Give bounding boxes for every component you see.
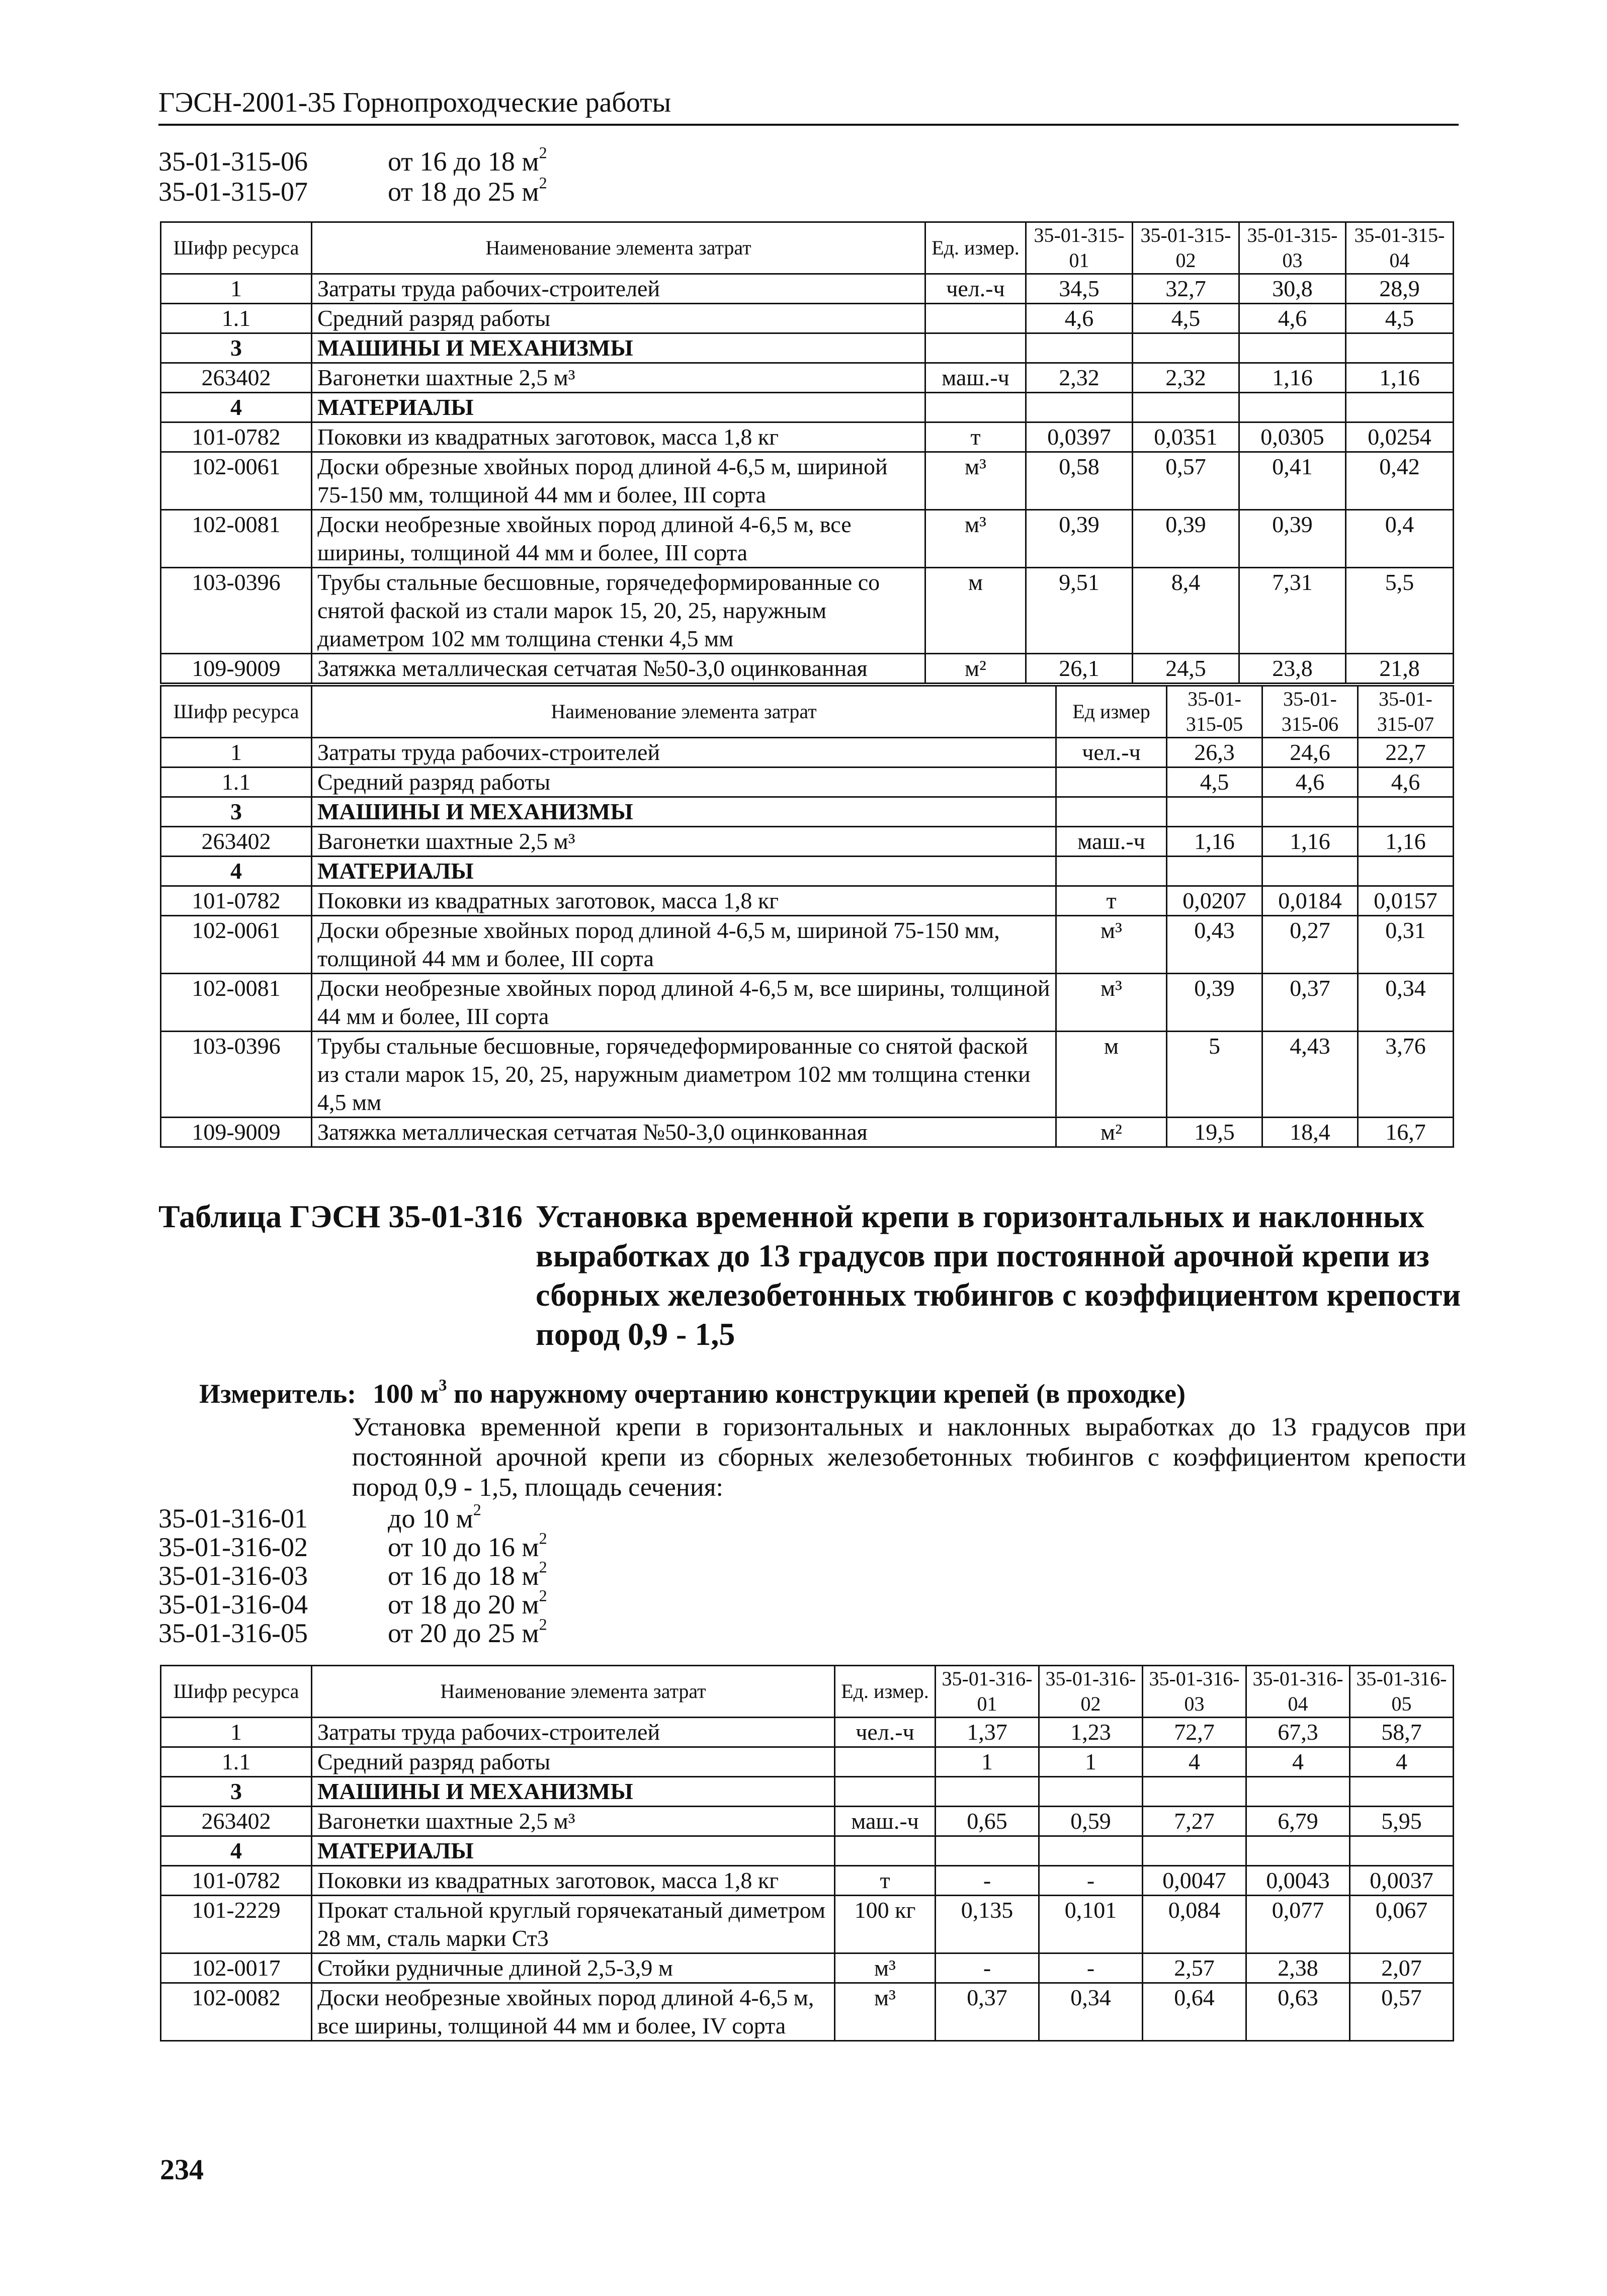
work-code: 35-01-316-03 [158, 1561, 308, 1591]
resource-code: 102-0061 [161, 916, 312, 974]
value: 0,39 [1133, 510, 1239, 568]
unit: т [1056, 886, 1167, 916]
table-row [161, 1807, 1454, 1836]
table-row [161, 1747, 1454, 1777]
value [1026, 333, 1133, 363]
header-name: Наименование элемента затрат [312, 686, 1056, 738]
header-rule [158, 124, 1459, 126]
cost-element-name: МАТЕРИАЛЫ [312, 857, 1056, 886]
value: 2,57 [1143, 1953, 1246, 1983]
value: 67,3 [1246, 1718, 1350, 1747]
section-area: от 10 до 16 $м^2$ [388, 1529, 547, 1562]
unit [835, 1747, 936, 1777]
cost-element-name: Средний разряд работы [312, 304, 925, 333]
value: 2,38 [1246, 1953, 1350, 1983]
resource-code: 3 [161, 797, 312, 827]
unit: м³ [835, 1983, 936, 2041]
value: 1,16 [1358, 827, 1454, 857]
value: 0,63 [1246, 1983, 1350, 2041]
table-row [161, 422, 1454, 452]
unit: м³ [1056, 916, 1167, 974]
value: 19,5 [1167, 1118, 1262, 1147]
resource-code: 101-2229 [161, 1896, 312, 1953]
value: 5,5 [1346, 568, 1454, 654]
cost-element-name: Средний разряд работы [312, 1747, 835, 1777]
meter-label: Измеритель: [199, 1379, 357, 1409]
section-area: от 20 до 25 $м^2$ [388, 1615, 547, 1648]
resource-code: 109-9009 [161, 654, 312, 684]
resource-code: 263402 [161, 363, 312, 393]
value: 24,6 [1262, 738, 1358, 768]
value [1346, 333, 1454, 363]
cost-element-name: Доски необрезные хвойных пород длиной 4-6,5 м, все ширины, толщиной 44 мм и более, IV сорта [312, 1983, 835, 2041]
table-row [161, 916, 1454, 974]
value: 1,16 [1239, 363, 1346, 393]
value: 4,6 [1262, 768, 1358, 797]
resource-code: 102-0017 [161, 1953, 312, 1983]
value: 0,39 [1239, 510, 1346, 568]
resource-code: 101-0782 [161, 422, 312, 452]
header-column-code: 35-01-316-02 [1039, 1666, 1143, 1718]
unit: м² [1056, 1118, 1167, 1147]
resource-code: 1.1 [161, 304, 312, 333]
value [1167, 857, 1262, 886]
header-column-code: 35-01-316-03 [1143, 1666, 1246, 1718]
value: 4,43 [1262, 1032, 1358, 1118]
resource-code: 109-9009 [161, 1118, 312, 1147]
value: 0,31 [1358, 916, 1454, 974]
table-header-row [161, 686, 1454, 738]
cost-element-name: Вагонетки шахтные 2,5 м³ [312, 363, 925, 393]
unit: м² [925, 654, 1026, 684]
table-row [161, 827, 1454, 857]
value: 0,0043 [1246, 1866, 1350, 1896]
header-name: Наименование элемента затрат [312, 1666, 835, 1718]
value [1262, 797, 1358, 827]
value: - [1039, 1866, 1143, 1896]
value: 0,42 [1346, 452, 1454, 510]
cost-element-name: Поковки из квадратных заготовок, масса 1,8 кг [312, 422, 925, 452]
section-area: от 16 до 18 $м^2$ [388, 1558, 547, 1591]
table-row [161, 304, 1454, 333]
intro-desc: от 16 до 18 $м^2$ [388, 144, 547, 177]
header-code: Шифр ресурса [161, 1666, 312, 1718]
value: 6,79 [1246, 1807, 1350, 1836]
value: 0,34 [1039, 1983, 1143, 2041]
cost-element-name: МАШИНЫ И МЕХАНИЗМЫ [312, 797, 1056, 827]
value: 0,0305 [1239, 422, 1346, 452]
unit: чел.-ч [835, 1718, 936, 1747]
resource-code: 1 [161, 738, 312, 768]
unit: маш.-ч [925, 363, 1026, 393]
value: 5 [1167, 1032, 1262, 1118]
value [1167, 797, 1262, 827]
value: 1,37 [936, 1718, 1039, 1747]
value: 5,95 [1350, 1807, 1454, 1836]
value [1350, 1777, 1454, 1807]
value: 4 [1143, 1747, 1246, 1777]
resource-code: 101-0782 [161, 1866, 312, 1896]
value [1358, 857, 1454, 886]
cost-element-name: Затяжка металлическая сетчатая №50-3,0 оцинкованная [312, 654, 925, 684]
value: 0,41 [1239, 452, 1346, 510]
value: 0,0207 [1167, 886, 1262, 916]
cost-element-name: Затраты труда рабочих-строителей [312, 1718, 835, 1747]
header-column-code: 35-01-316-01 [936, 1666, 1039, 1718]
table-row [161, 1896, 1454, 1953]
value: 4,5 [1167, 768, 1262, 797]
value: 0,067 [1350, 1896, 1454, 1953]
value: 7,31 [1239, 568, 1346, 654]
value: 34,5 [1026, 274, 1133, 304]
resource-code: 101-0782 [161, 886, 312, 916]
resource-code: 3 [161, 1777, 312, 1807]
intro-desc: от 18 до 25 $м^2$ [388, 174, 547, 207]
value [1262, 857, 1358, 886]
resource-code: 3 [161, 333, 312, 363]
caption-number: Таблица ГЭСН 35-01-316 [158, 1199, 523, 1234]
unit: маш.-ч [1056, 827, 1167, 857]
unit: т [835, 1866, 936, 1896]
unit: м [925, 568, 1026, 654]
value: 0,27 [1262, 916, 1358, 974]
section-area: до 10 $м^2$ [388, 1501, 481, 1534]
value: 4,5 [1346, 304, 1454, 333]
table-row [161, 274, 1454, 304]
work-code: 35-01-316-04 [158, 1589, 308, 1620]
cost-element-name: Поковки из квадратных заготовок, масса 1,8 кг [312, 1866, 835, 1896]
cost-element-name: Прокат стальной круглый горячекатаный диметром 28 мм, сталь марки Ст3 [312, 1896, 835, 1953]
cost-element-name: Средний разряд работы [312, 768, 1056, 797]
resource-code: 1.1 [161, 1747, 312, 1777]
unit: м³ [835, 1953, 936, 1983]
unit: маш.-ч [835, 1807, 936, 1836]
value [1133, 393, 1239, 422]
value [1133, 333, 1239, 363]
cost-element-name: Вагонетки шахтные 2,5 м³ [312, 1807, 835, 1836]
value [1358, 797, 1454, 827]
value: 0,0037 [1350, 1866, 1454, 1896]
unit [925, 304, 1026, 333]
value: 30,8 [1239, 274, 1346, 304]
value [1350, 1836, 1454, 1866]
value: 0,37 [936, 1983, 1039, 2041]
value: 32,7 [1133, 274, 1239, 304]
table-row [161, 886, 1454, 916]
unit: т [925, 422, 1026, 452]
unit [835, 1836, 936, 1866]
table-row [161, 1777, 1454, 1807]
value: 16,7 [1358, 1118, 1454, 1147]
resource-code: 263402 [161, 827, 312, 857]
header-code: Шифр ресурса [161, 222, 312, 274]
value: 28,9 [1346, 274, 1454, 304]
resource-code: 1 [161, 1718, 312, 1747]
cost-element-name: МАТЕРИАЛЫ [312, 1836, 835, 1866]
value: 0,39 [1026, 510, 1133, 568]
value: 0,0047 [1143, 1866, 1246, 1896]
value: 72,7 [1143, 1718, 1246, 1747]
table-row [161, 363, 1454, 393]
work-code: 35-01-316-02 [158, 1532, 308, 1562]
table-row [161, 1118, 1454, 1147]
table-row [161, 768, 1454, 797]
value: 0,58 [1026, 452, 1133, 510]
table-row [161, 568, 1454, 654]
header-column-code: 35-01-316-05 [1350, 1666, 1454, 1718]
value: 4,5 [1133, 304, 1239, 333]
unit [1056, 768, 1167, 797]
resource-code: 4 [161, 393, 312, 422]
caption-title: Установка временной крепи в горизонтальных и наклонных выработках до 13 градусов при постоянной арочной крепи из сборных железобетонных тюбингов с коэффициентом крепости пород 0,9 - 1,5 [536, 1199, 1461, 1352]
header-column-code: 35-01-315-07 [1358, 686, 1454, 738]
table-row [161, 452, 1454, 510]
resource-code: 4 [161, 1836, 312, 1866]
value [1246, 1777, 1350, 1807]
table-header-row [161, 1666, 1454, 1718]
value: 2,32 [1026, 363, 1133, 393]
table-row [161, 333, 1454, 363]
value: 0,57 [1133, 452, 1239, 510]
resource-code: 1 [161, 274, 312, 304]
value: 58,7 [1350, 1718, 1454, 1747]
value [936, 1836, 1039, 1866]
resource-table-3 [160, 1665, 1454, 2042]
resource-table-1 [160, 221, 1454, 684]
value: 0,084 [1143, 1896, 1246, 1953]
table-header-row [161, 222, 1454, 274]
header-unit: Ед измер [1056, 686, 1167, 738]
header-name: Наименование элемента затрат [312, 222, 925, 274]
value: 1,23 [1039, 1718, 1143, 1747]
value: 23,8 [1239, 654, 1346, 684]
value: 0,57 [1350, 1983, 1454, 2041]
value: 1,16 [1262, 827, 1358, 857]
unit: м³ [1056, 974, 1167, 1032]
value [1346, 393, 1454, 422]
value: 7,27 [1143, 1807, 1246, 1836]
value: 0,0397 [1026, 422, 1133, 452]
cost-element-name: Затраты труда рабочих-строителей [312, 274, 925, 304]
value: 0,0351 [1133, 422, 1239, 452]
table-row [161, 857, 1454, 886]
resource-code: 102-0081 [161, 510, 312, 568]
value: 0,34 [1358, 974, 1454, 1032]
header-column-code: 35-01-315-06 [1262, 686, 1358, 738]
value: - [1039, 1953, 1143, 1983]
cost-element-name: Трубы стальные бесшовные, горячедеформированные со снятой фаской из стали марок 15, 20, 25, наружным диаметром 102 мм толщина стенки 4,5 мм [312, 568, 925, 654]
value: 4 [1246, 1747, 1350, 1777]
header-column-code: 35-01-316-04 [1246, 1666, 1350, 1718]
unit [925, 393, 1026, 422]
cost-element-name: Затраты труда рабочих-строителей [312, 738, 1056, 768]
resource-code: 102-0081 [161, 974, 312, 1032]
value: 0,0254 [1346, 422, 1454, 452]
table-row [161, 654, 1454, 684]
unit [1056, 857, 1167, 886]
header-column-code: 35-01-315-01 [1026, 222, 1133, 274]
value [1026, 393, 1133, 422]
resource-code: 102-0082 [161, 1983, 312, 2041]
cost-element-name: Доски обрезные хвойных пород длиной 4-6,5 м, шириной 75-150 мм, толщиной 44 мм и более, III сорта [312, 452, 925, 510]
table-row [161, 797, 1454, 827]
resource-table-2 [160, 685, 1454, 1148]
value [1239, 393, 1346, 422]
value: 18,4 [1262, 1118, 1358, 1147]
value: 21,8 [1346, 654, 1454, 684]
header-column-code: 35-01-315-03 [1239, 222, 1346, 274]
unit [1056, 797, 1167, 827]
cost-element-name: Доски необрезные хвойных пород длиной 4-6,5 м, все ширины, толщиной 44 мм и более, III сорта [312, 974, 1056, 1032]
value [1039, 1836, 1143, 1866]
table-row [161, 1983, 1454, 2041]
value: 0,0157 [1358, 886, 1454, 916]
cost-element-name: Стойки рудничные длиной 2,5-3,9 м [312, 1953, 835, 1983]
value: - [936, 1866, 1039, 1896]
table-row [161, 738, 1454, 768]
value: 26,1 [1026, 654, 1133, 684]
header-unit: Ед. измер. [835, 1666, 936, 1718]
unit: м [1056, 1032, 1167, 1118]
header-column-code: 35-01-315-05 [1167, 686, 1262, 738]
value: 0,64 [1143, 1983, 1246, 2041]
value: 0,43 [1167, 916, 1262, 974]
table-row [161, 393, 1454, 422]
resource-code: 102-0061 [161, 452, 312, 510]
resource-code: 263402 [161, 1807, 312, 1836]
running-header: ГЭСН-2001-35 Горнопроходческие работы [158, 87, 671, 118]
value: 1 [1039, 1747, 1143, 1777]
resource-code: 103-0396 [161, 568, 312, 654]
table-row [161, 1866, 1454, 1896]
cost-element-name: Поковки из квадратных заготовок, масса 1,8 кг [312, 886, 1056, 916]
value: 2,07 [1350, 1953, 1454, 1983]
table-row [161, 510, 1454, 568]
value: 0,0184 [1262, 886, 1358, 916]
value: 0,101 [1039, 1896, 1143, 1953]
header-unit: Ед. измер. [925, 222, 1026, 274]
cost-element-name: Трубы стальные бесшовные, горячедеформированные со снятой фаской из стали марок 15, 20, 25, наружным диаметром 102 мм толщина стенки 4,5 мм [312, 1032, 1056, 1118]
value: 9,51 [1026, 568, 1133, 654]
resource-code: 1.1 [161, 768, 312, 797]
section-area: от 18 до 20 $м^2$ [388, 1587, 547, 1620]
meter-description: Установка временной крепи в горизонтальных и наклонных выработках до 13 градусов при постоянной арочной крепи из сборных железобетонных тюбингов с коэффициентом крепости пород 0,9 - 1,5, площадь сечения: [352, 1413, 1466, 1502]
table-row [161, 1718, 1454, 1747]
value [1239, 333, 1346, 363]
value: 1,16 [1346, 363, 1454, 393]
unit: м³ [925, 510, 1026, 568]
value: 0,135 [936, 1896, 1039, 1953]
intro-code: 35-01-315-07 [158, 177, 308, 207]
value: 2,32 [1133, 363, 1239, 393]
value: 4 [1350, 1747, 1454, 1777]
unit: чел.-ч [925, 274, 1026, 304]
unit: 100 кг [835, 1896, 936, 1953]
intro-code: 35-01-315-06 [158, 146, 308, 177]
table-row [161, 974, 1454, 1032]
value [936, 1777, 1039, 1807]
page-number: 234 [160, 2153, 204, 2186]
table-row [161, 1836, 1454, 1866]
table-row [161, 1953, 1454, 1983]
value: - [936, 1953, 1039, 1983]
value: 1,16 [1167, 827, 1262, 857]
cost-element-name: Вагонетки шахтные 2,5 м³ [312, 827, 1056, 857]
value [1143, 1836, 1246, 1866]
unit [835, 1777, 936, 1807]
value: 0,65 [936, 1807, 1039, 1836]
value: 4,6 [1026, 304, 1133, 333]
value: 24,5 [1133, 654, 1239, 684]
value: 4,6 [1358, 768, 1454, 797]
value: 0,59 [1039, 1807, 1143, 1836]
value: 0,077 [1246, 1896, 1350, 1953]
work-code: 35-01-316-01 [158, 1503, 308, 1534]
header-column-code: 35-01-315-04 [1346, 222, 1454, 274]
cost-element-name: МАШИНЫ И МЕХАНИЗМЫ [312, 1777, 835, 1807]
resource-code: 103-0396 [161, 1032, 312, 1118]
header-column-code: 35-01-315-02 [1133, 222, 1239, 274]
table-row [161, 1032, 1454, 1118]
value: 3,76 [1358, 1032, 1454, 1118]
value [1039, 1777, 1143, 1807]
work-code: 35-01-316-05 [158, 1618, 308, 1648]
cost-element-name: Доски необрезные хвойных пород длиной 4-6,5 м, все ширины, толщиной 44 мм и более, III сорта [312, 510, 925, 568]
unit [925, 333, 1026, 363]
header-code: Шифр ресурса [161, 686, 312, 738]
unit: чел.-ч [1056, 738, 1167, 768]
cost-element-name: МАШИНЫ И МЕХАНИЗМЫ [312, 333, 925, 363]
unit: м³ [925, 452, 1026, 510]
value: 0,4 [1346, 510, 1454, 568]
value: 0,37 [1262, 974, 1358, 1032]
value: 22,7 [1358, 738, 1454, 768]
value [1143, 1777, 1246, 1807]
value: 0,39 [1167, 974, 1262, 1032]
value: 1 [936, 1747, 1039, 1777]
value [1246, 1836, 1350, 1866]
cost-element-name: Затяжка металлическая сетчатая №50-3,0 оцинкованная [312, 1118, 1056, 1147]
cost-element-name: МАТЕРИАЛЫ [312, 393, 925, 422]
value: 8,4 [1133, 568, 1239, 654]
resource-code: 4 [161, 857, 312, 886]
value: 26,3 [1167, 738, 1262, 768]
value: 4,6 [1239, 304, 1346, 333]
meter-unit: 100 $м^3$ по наружному очертанию конструкции крепей (в проходке) [373, 1376, 1186, 1409]
cost-element-name: Доски обрезные хвойных пород длиной 4-6,5 м, шириной 75-150 мм, толщиной 44 мм и более, III сорта [312, 916, 1056, 974]
